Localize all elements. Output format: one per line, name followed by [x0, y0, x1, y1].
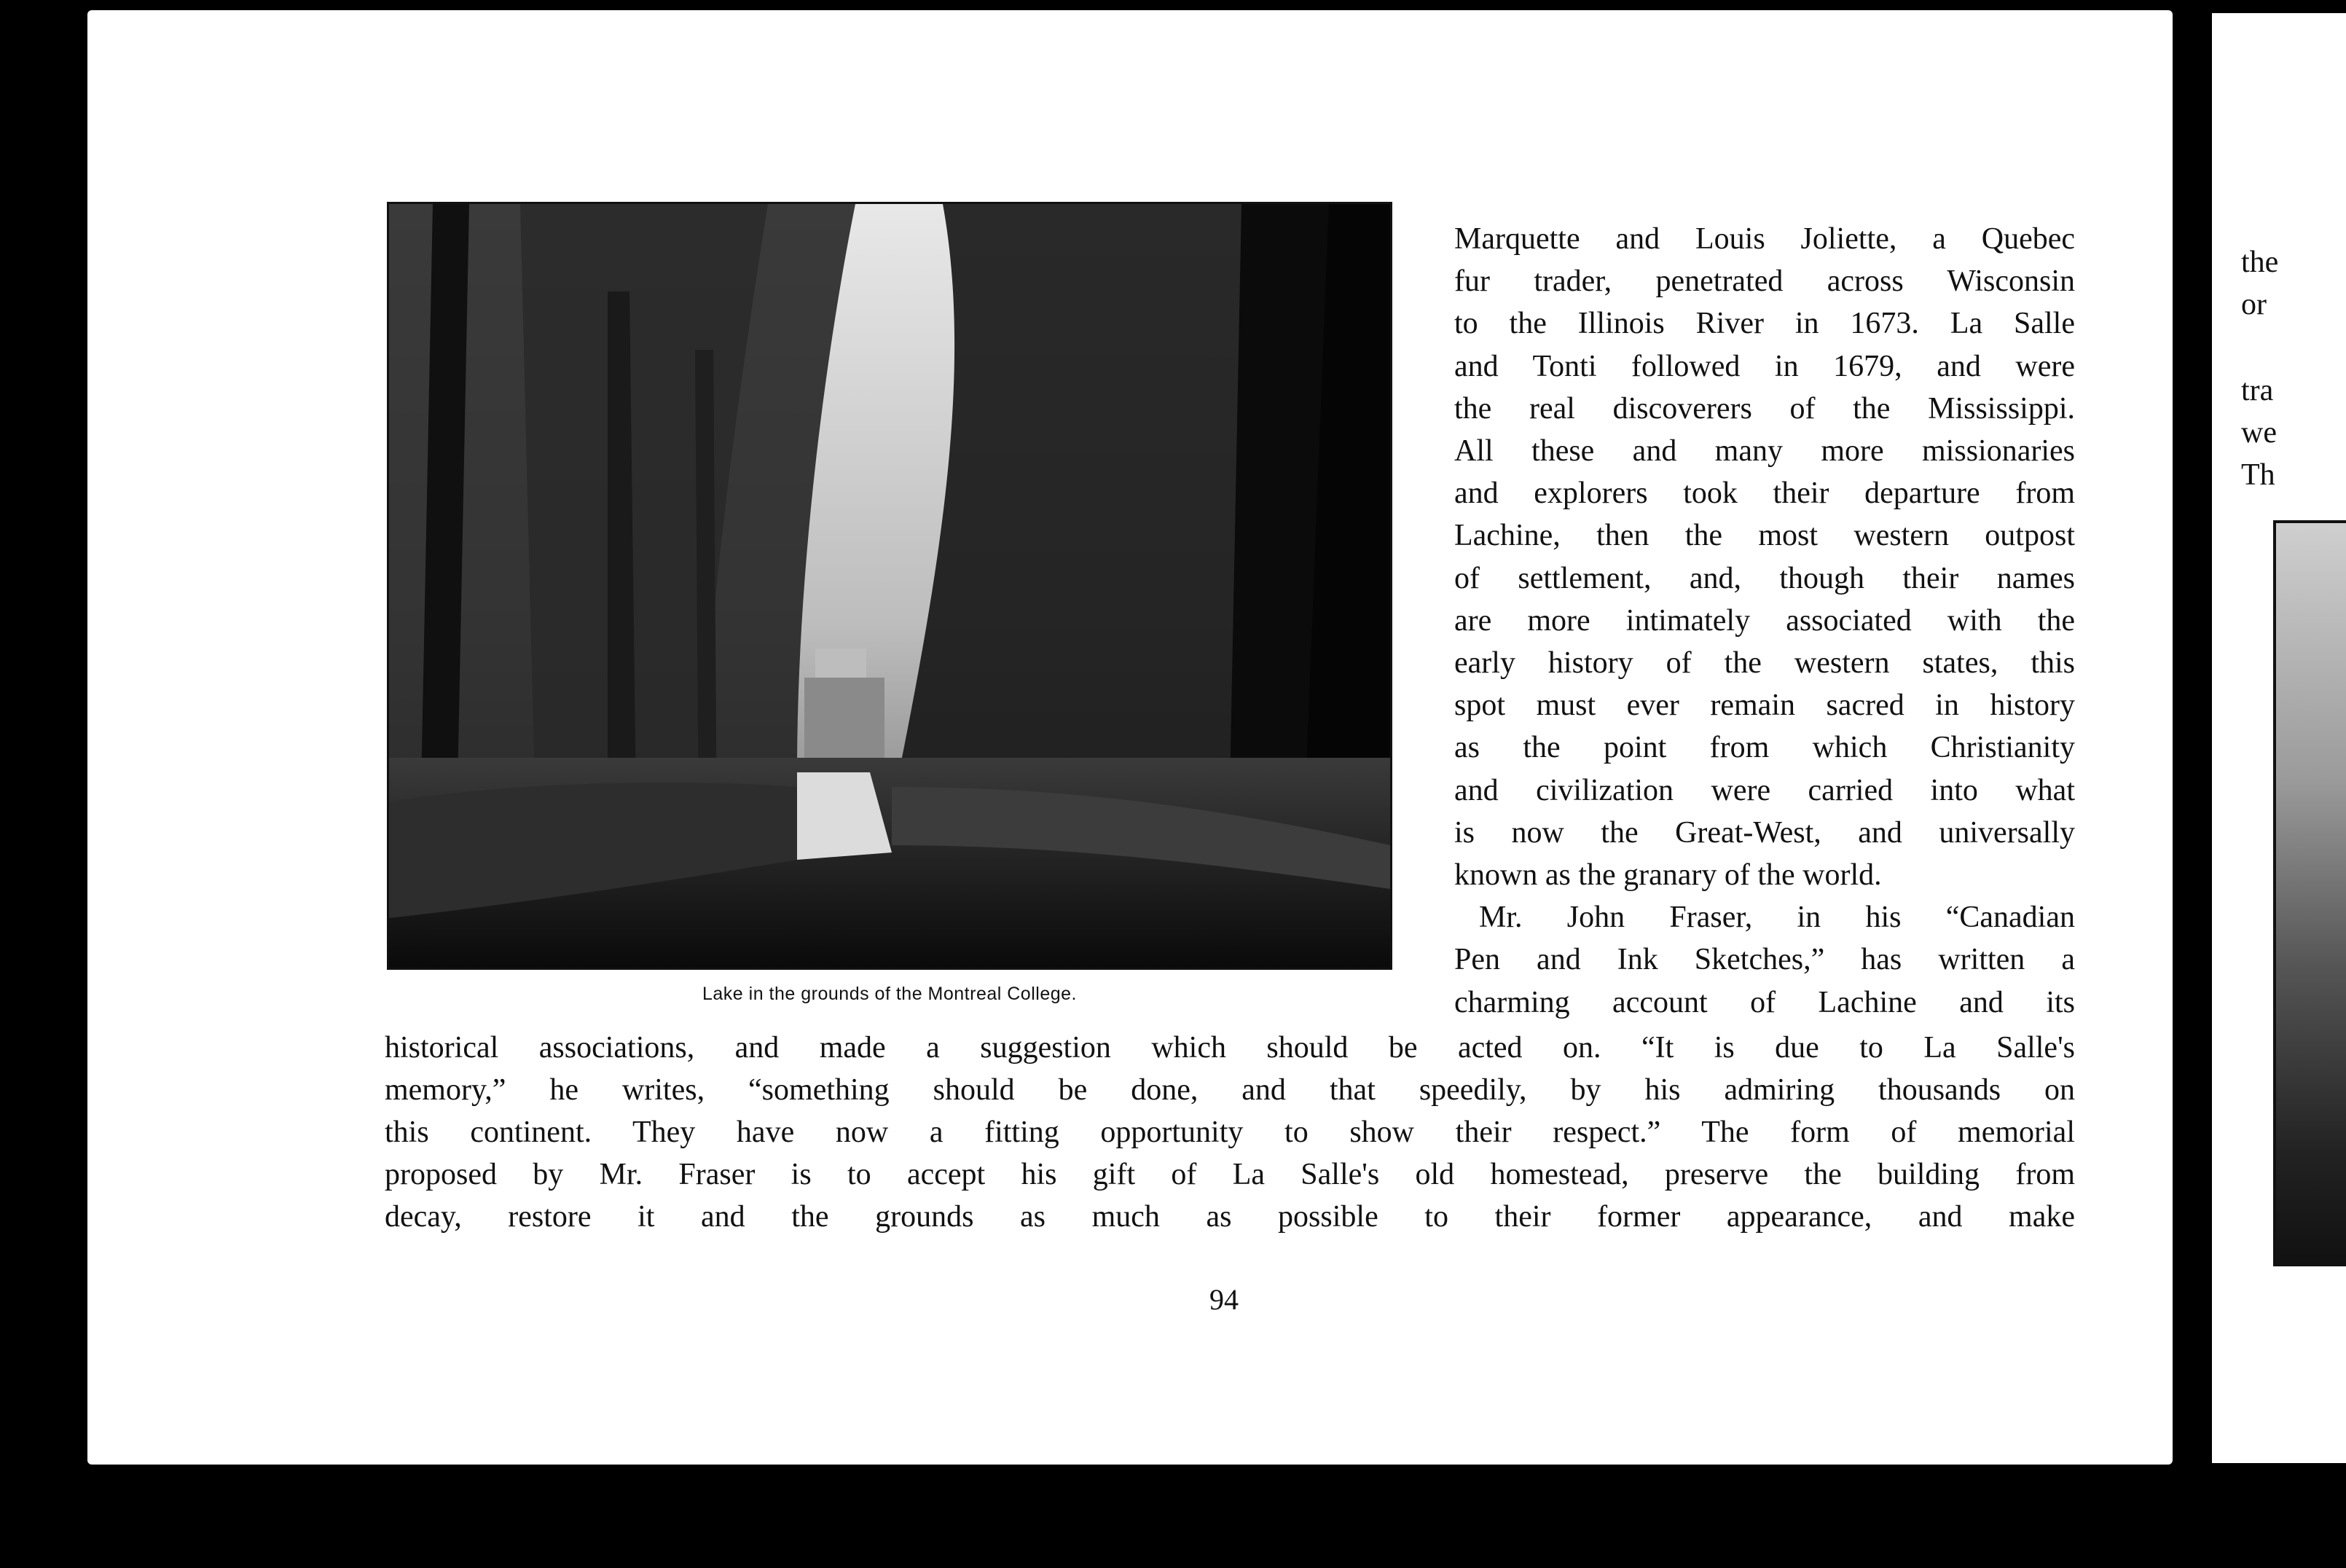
body-text-line: decay, restore it and the grounds as much as possible to their former appearance, and make — [385, 1200, 2075, 1234]
book-gutter — [2173, 0, 2212, 1568]
column-text-line: known as the granary of the world. — [1454, 858, 1882, 892]
column-text-line: Pen and Ink Sketches,” has written a — [1454, 943, 2075, 977]
column-text-line: is now the Great-West, and universally — [1454, 815, 2075, 850]
photo-caption: Lake in the grounds of the Montreal College. — [702, 984, 1077, 1004]
body-text-line: proposed by Mr. Fraser is to accept his gift of La Salle's old homestead, preserve the building from — [385, 1158, 2075, 1191]
facing-text-fragment: tra — [2241, 374, 2274, 407]
column-text-line: early history of the western states, this — [1454, 646, 2075, 680]
column-text-line: to the Illinois River in 1673. La Salle — [1454, 307, 2075, 341]
column-text-line: Mr. John Fraser, in his “Canadian — [1479, 901, 2075, 935]
column-text-line: of settlement, and, though their names — [1454, 561, 2075, 595]
page-number: 94 — [1209, 1283, 1239, 1316]
facing-text-fragment: Th — [2241, 458, 2275, 492]
column-text-line: and civilization were carried into what — [1454, 773, 2075, 807]
column-text-line: Marquette and Louis Joliette, a Quebec — [1454, 222, 2075, 256]
column-text-line: and explorers took their departure from — [1454, 477, 2075, 511]
facing-page-photo — [2273, 520, 2346, 1266]
facing-text-fragment: the — [2241, 246, 2279, 279]
column-text-line: are more intimately associated with the — [1454, 603, 2075, 638]
photograph-lake-in-grounds — [389, 204, 1390, 968]
column-text-line: and Tonti followed in 1679, and were — [1454, 349, 2075, 383]
facing-text-fragment: or — [2241, 288, 2267, 321]
column-text-line: spot must ever remain sacred in history — [1454, 689, 2075, 723]
column-text-line: Lachine, then the most western outpost — [1454, 519, 2075, 553]
body-text-line: historical associations, and made a suggestion which should be acted on. “It is due to La Salle's — [385, 1031, 2075, 1065]
column-text-line: the real discoverers of the Mississippi. — [1454, 391, 2075, 426]
column-text-line: as the point from which Christianity — [1454, 731, 2075, 765]
right-page-edge — [2212, 13, 2346, 1463]
facing-text-fragment: we — [2241, 416, 2277, 450]
column-text-line: charming account of Lachine and its — [1454, 985, 2075, 1019]
body-text-line: memory,” he writes, “something should be done, and that speedily, by his admiring thousands on — [385, 1073, 2075, 1107]
column-text-line: fur trader, penetrated across Wisconsin — [1454, 264, 2075, 299]
body-text-line: this continent. They have now a fitting opportunity to show their respect.” The form of memorial — [385, 1116, 2075, 1149]
column-text-line: All these and many more missionaries — [1454, 434, 2075, 468]
